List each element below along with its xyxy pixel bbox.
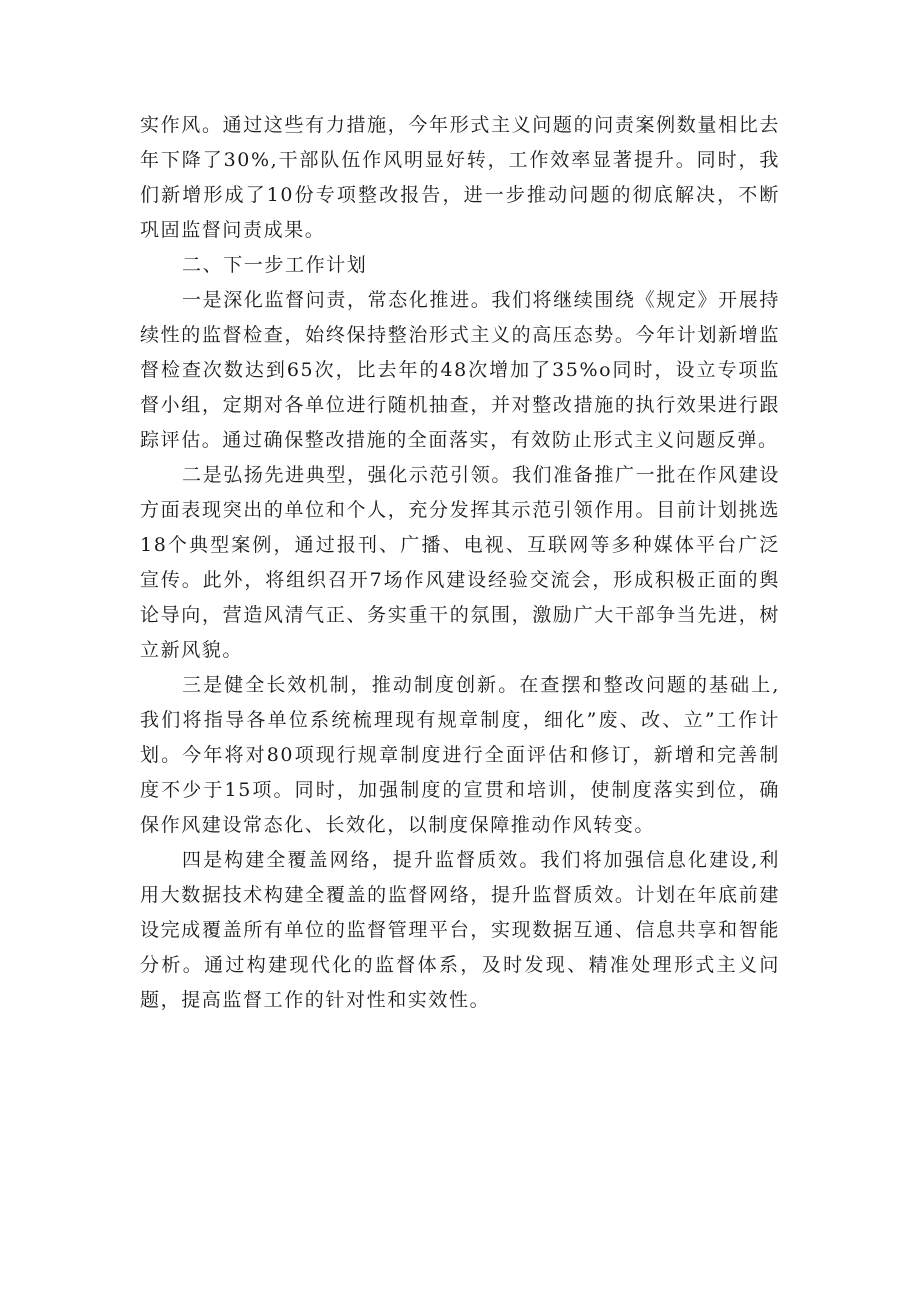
paragraph-long-term-mechanism: 三是健全长效机制，推动制度创新。在查摆和整改问题的基础上,我们将指导各单位系统梳理现有规章制度，细化”废、改、立”工作计划。今年将对80项现行规章制度进行全面评估和修订，新增和完善制度不少于15项。同时，加强制度的宣贯和培训，使制度落实到位，确保作风建设常态化、长效化，以制度保障推动作风转变。 xyxy=(140,674,780,836)
paragraph-continuation: 实作风。通过这些有力措施，今年形式主义问题的问责案例数量相比去年下降了30%,干部队伍作风明显好转，工作效率显著提升。同时，我们新增形成了10份专项整改报告，进一步推动问题的彻底解决，不断巩固监督问责成果。 xyxy=(140,114,780,241)
paragraph-supervision-network: 四是构建全覆盖网络，提升监督质效。我们将加强信息化建设,利用大数据技术构建全覆盖的监督网络，提升监督质效。计划在年底前建设完成覆盖所有单位的监督管理平台，实现数据互通、信息共享和智能分析。通过构建现代化的监督体系，及时发现、精准处理形式主义问题，提高监督工作的针对性和实效性。 xyxy=(140,849,780,1011)
paragraph-exemplary-models: 二是弘扬先进典型，强化示范引领。我们准备推广一批在作风建设方面表现突出的单位和个人，充分发挥其示范引领作用。目前计划挑选18个典型案例，通过报刊、广播、电视、互联网等多种媒体平台广泛宣传。此外，将组织召开7场作风建设经验交流会，形成积极正面的舆论导向，营造风清气正、务实重干的氛围，激励广大干部争当先进，树立新风貌。 xyxy=(140,464,780,661)
paragraph-supervision: 一是深化监督问责，常态化推进。我们将继续围绕《规定》开展持续性的监督检查，始终保持整治形式主义的高压态势。今年计划新增监督检查次数达到65次，比去年的48次增加了35%o同时，设立专项监督小组，定期对各单位进行随机抽查，并对整改措施的执行效果进行跟踪评估。通过确保整改措施的全面落实，有效防止形式主义问题反弹。 xyxy=(140,289,780,451)
document-body xyxy=(140,108,780,1018)
section-heading-next-steps: 二、下一步工作计划 xyxy=(182,254,368,276)
